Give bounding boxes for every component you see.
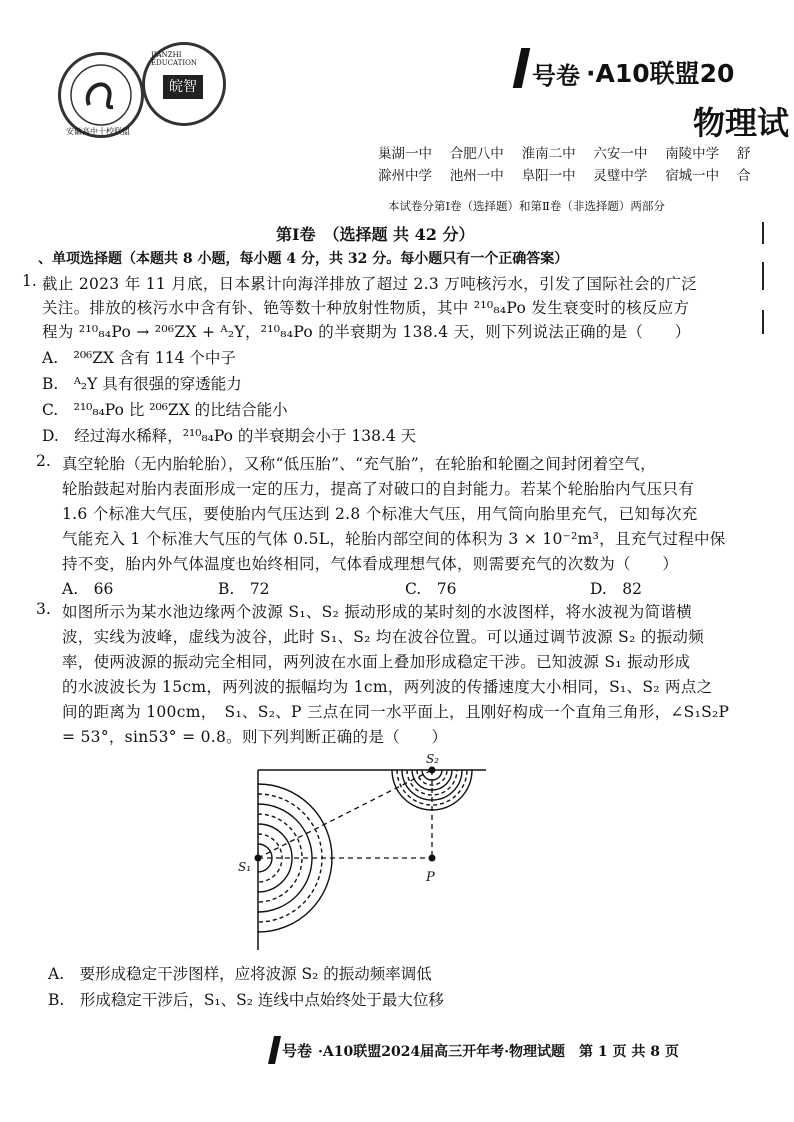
alliance-seal-graphic xyxy=(61,55,141,135)
margin-mark xyxy=(762,310,764,334)
part-title: 第Ⅰ卷 （选择题 共 42 分） xyxy=(276,225,475,244)
q1-line3: 程为 ²¹⁰₈₄Po → ²⁰⁶ZX + ᴬ₂Y，²¹⁰₈₄Po 的半衰期为 138.4 天，则下列说法正确的是（ ） xyxy=(42,323,691,341)
q2-line1: 真空轮胎（无内胎轮胎），又称“低压胎”、“充气胎”，在轮胎和轮圈之间封闭着空气， xyxy=(62,455,656,473)
q3-line6: = 53°，sin53° = 0.8。则下列判断正确的是（ ） xyxy=(62,728,448,746)
q2-option-a: A. 66 xyxy=(62,580,114,598)
q3-line5: 间的距离为 100cm， S₁、S₂、P 三点在同一水平面上，且刚好构成一个直角三角形，∠S₁S₂P xyxy=(62,703,730,721)
jianzhi-seal xyxy=(142,42,226,126)
q3-line2: 波，实线为波峰，虚线为波谷，此时 S₁、S₂ 均在波谷位置。可以通过调节波源 S₂ 的振动频 xyxy=(62,628,705,646)
school: 滁州中学 xyxy=(378,168,432,184)
footer-brand-mark: 号卷 xyxy=(282,1042,313,1060)
q2-line2: 轮胎鼓起对胎内表面形成一定的压力，提高了对破口的自封能力。若某个轮胎胎内气压只有 xyxy=(62,480,695,498)
q2-line5: 持不变，胎内外气体温度也始终相同，气体看成理想气体，则需要充气的次数为（ ） xyxy=(62,555,679,573)
exam-note: 本试卷分第Ⅰ卷（选择题）和第Ⅱ卷（非选择题）两部分 xyxy=(388,199,665,213)
q1-option-a: A. ²⁰⁶ZX 含有 114 个中子 xyxy=(42,349,236,367)
school: 舒 xyxy=(736,146,751,162)
q3-line4: 的水波波长为 15cm，两列波的振幅均为 1cm，两列波的传播速度大小相同，S₁、S₂ 两点之 xyxy=(62,678,713,696)
school-list-row1 xyxy=(378,142,750,162)
wave-figure xyxy=(230,752,490,958)
figure-label-s1: S₁ xyxy=(238,860,252,874)
school: 巢湖一中 xyxy=(378,146,432,162)
footer-text: ·A10联盟2024届高三开年考·物理试题 第 1 页 共 8 页 xyxy=(318,1044,679,1060)
brand-slash-icon xyxy=(513,48,531,88)
jianzhi-seal-center: 皖智 xyxy=(163,75,203,99)
header-title: ·A10联盟20 xyxy=(586,59,735,88)
margin-mark xyxy=(762,222,764,244)
alliance-seal-text: 安徽高中十校联盟 xyxy=(66,127,130,136)
q2-option-d: D. 82 xyxy=(590,580,643,598)
q2-line3: 1.6 个标准大气压，要使胎内气压达到 2.8 个标准大气压，用气筒向胎里充气，已知每次充 xyxy=(62,505,698,523)
wave-diagram xyxy=(230,752,490,958)
q3-line3: 率，使两波源的振动完全相同，两列波在水面上叠加形成稳定干涉。已知波源 S₁ 振动形成 xyxy=(62,653,691,671)
q3-line1: 如图所示为某水池边缘两个波源 S₁、S₂ 振动形成的某时刻的水波图样，将水波视为简谐横 xyxy=(62,603,692,621)
school: 六安一中 xyxy=(593,146,648,162)
q2-option-c: C. 76 xyxy=(405,580,457,598)
school: 灵璧中学 xyxy=(593,168,648,184)
school-list-row2 xyxy=(378,164,750,184)
school: 南陵中学 xyxy=(665,146,720,162)
section-heading: 、单项选择题（本题共 8 小题，每小题 4 分，共 32 分。每小题只有一个正确答案） xyxy=(38,251,569,267)
footer-brand-slash-icon xyxy=(268,1036,281,1064)
q2-number: 2. xyxy=(36,452,51,470)
q1-option-d: D. 经过海水稀释，²¹⁰₈₄Po 的半衰期会小于 138.4 天 xyxy=(42,427,417,445)
school: 合 xyxy=(736,168,751,184)
school: 阜阳一中 xyxy=(521,168,576,184)
school: 淮南二中 xyxy=(521,146,576,162)
q1-option-c: C. ²¹⁰₈₄Po 比 ²⁰⁶ZX 的比结合能小 xyxy=(42,401,288,419)
q3-option-a: A. 要形成稳定干涉图样，应将波源 S₂ 的振动频率调低 xyxy=(48,965,432,983)
brand-mark: 号卷 xyxy=(532,62,580,90)
figure-label-p: P xyxy=(426,870,435,885)
q2-option-b: B. 72 xyxy=(218,580,270,598)
q3-number: 3. xyxy=(36,600,51,618)
q3-option-b: B. 形成稳定干涉后，S₁、S₂ 连线中点始终处于最大位移 xyxy=(48,991,444,1009)
figure-label-s2: S₂ xyxy=(426,752,440,766)
q1-line1: 截止 2023 年 11 月底，日本累计向海洋排放了超过 2.3 万吨核污水，引发了国际社会的广泛 xyxy=(42,275,698,293)
q1-option-b: B. ᴬ₂Y 具有很强的穿透能力 xyxy=(42,375,242,393)
school: 合肥八中 xyxy=(449,146,504,162)
q1-line2: 关注。排放的核污水中含有钋、铯等数十种放射性物质，其中 ²¹⁰₈₄Po 发生衰变时的核反应方 xyxy=(42,299,690,317)
jianzhi-seal-text: JIANZHI EDUCATION xyxy=(151,51,197,67)
q1-number: 1. xyxy=(22,272,37,290)
subject-title: 物理试 xyxy=(693,104,790,142)
margin-mark xyxy=(762,262,764,290)
q2-line4: 气能充入 1 个标准大气压的气体 0.5L，轮胎内部空间的体积为 3 × 10⁻²m³，且充气过程中保 xyxy=(62,530,726,548)
school: 池州一中 xyxy=(449,168,504,184)
school: 宿城一中 xyxy=(665,168,720,184)
